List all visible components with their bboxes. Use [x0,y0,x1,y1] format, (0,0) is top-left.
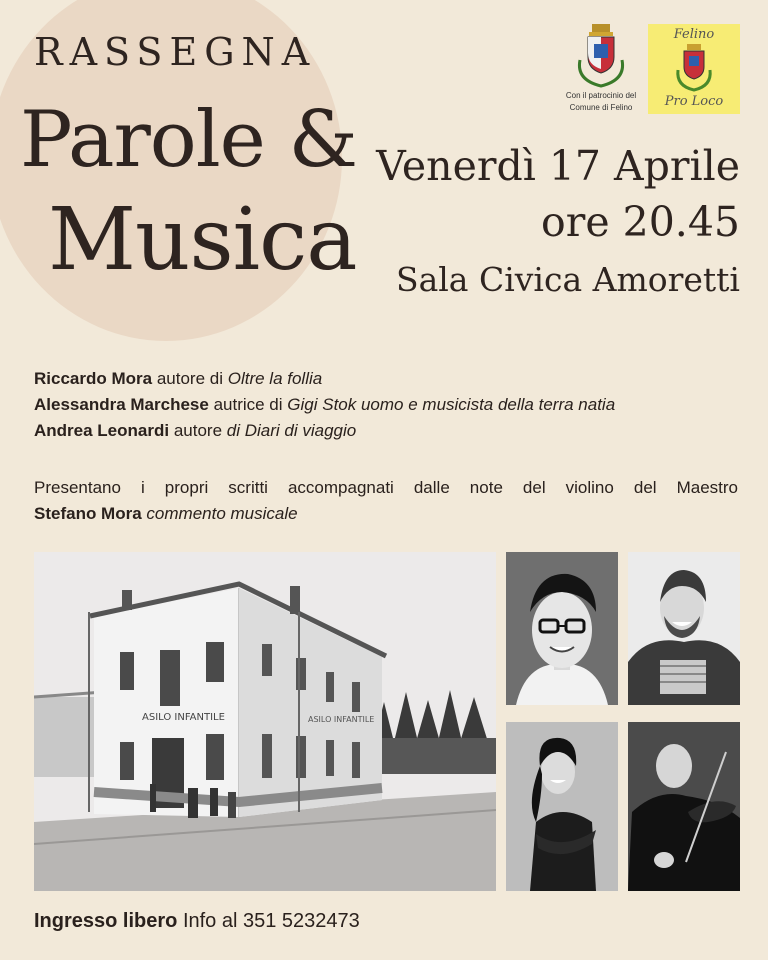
presenter-row [34,366,615,392]
event-title-line1: Parole & [20,95,358,185]
portrait-photo-1 [506,552,618,705]
comune-caption-line1: Con il patrocinio del [565,91,637,100]
description-text: Presentano i propri scritti accompagnati dalle note del violino del Maestro [34,478,738,497]
event-title-line2: Musica [48,190,357,290]
comune-felino-logo [558,20,644,116]
presenters-list [34,366,615,444]
presenter-name: Alessandra Marchese [34,395,209,414]
historic-building-photo [34,552,496,891]
presenter-name: Riccardo Mora [34,369,153,388]
presenter-role: autrice di [213,395,283,414]
presenter-row [34,392,615,418]
presenter-work: di Diari di viaggio [226,421,357,440]
event-date: Venerdì 17 Aprile [376,142,740,190]
portrait-photo-3 [506,722,618,891]
presenter-role: autore [173,421,223,440]
free-entry-label: Ingresso libero [34,910,178,932]
portrait-photo-4 [628,722,740,891]
comune-caption-line2: Comune di Felino [569,103,633,112]
proloco-felino-logo [648,24,740,114]
presenter-work: Oltre la follia [227,369,323,388]
presenter-role: autore di [156,369,223,388]
footer [34,910,360,933]
presenter-row [34,418,615,444]
coat-of-arms-icon [558,20,644,90]
event-venue: Sala Civica Amoretti [395,260,740,299]
proloco-crest-icon [672,42,716,92]
presenter-name: Andrea Leonardi [34,421,170,440]
event-time: ore 20.45 [541,198,740,246]
presenter-work: Gigi Stok uomo e musicista della terra natia [287,395,616,414]
musician-name: Stefano Mora [34,504,142,523]
series-label: RASSEGNA [34,30,317,74]
musician-line [34,501,298,527]
event-details [376,138,740,310]
proloco-text-top: Felino [673,27,715,42]
info-phone: Info al 351 5232473 [182,910,360,932]
proloco-text-bottom: Pro Loco [664,94,724,109]
musician-role: commento musicale [146,504,298,523]
sign-right: ASILO INFANTILE [308,715,375,724]
portrait-photo-2 [628,552,740,705]
sign-left: ASILO INFANTILE [142,712,225,723]
